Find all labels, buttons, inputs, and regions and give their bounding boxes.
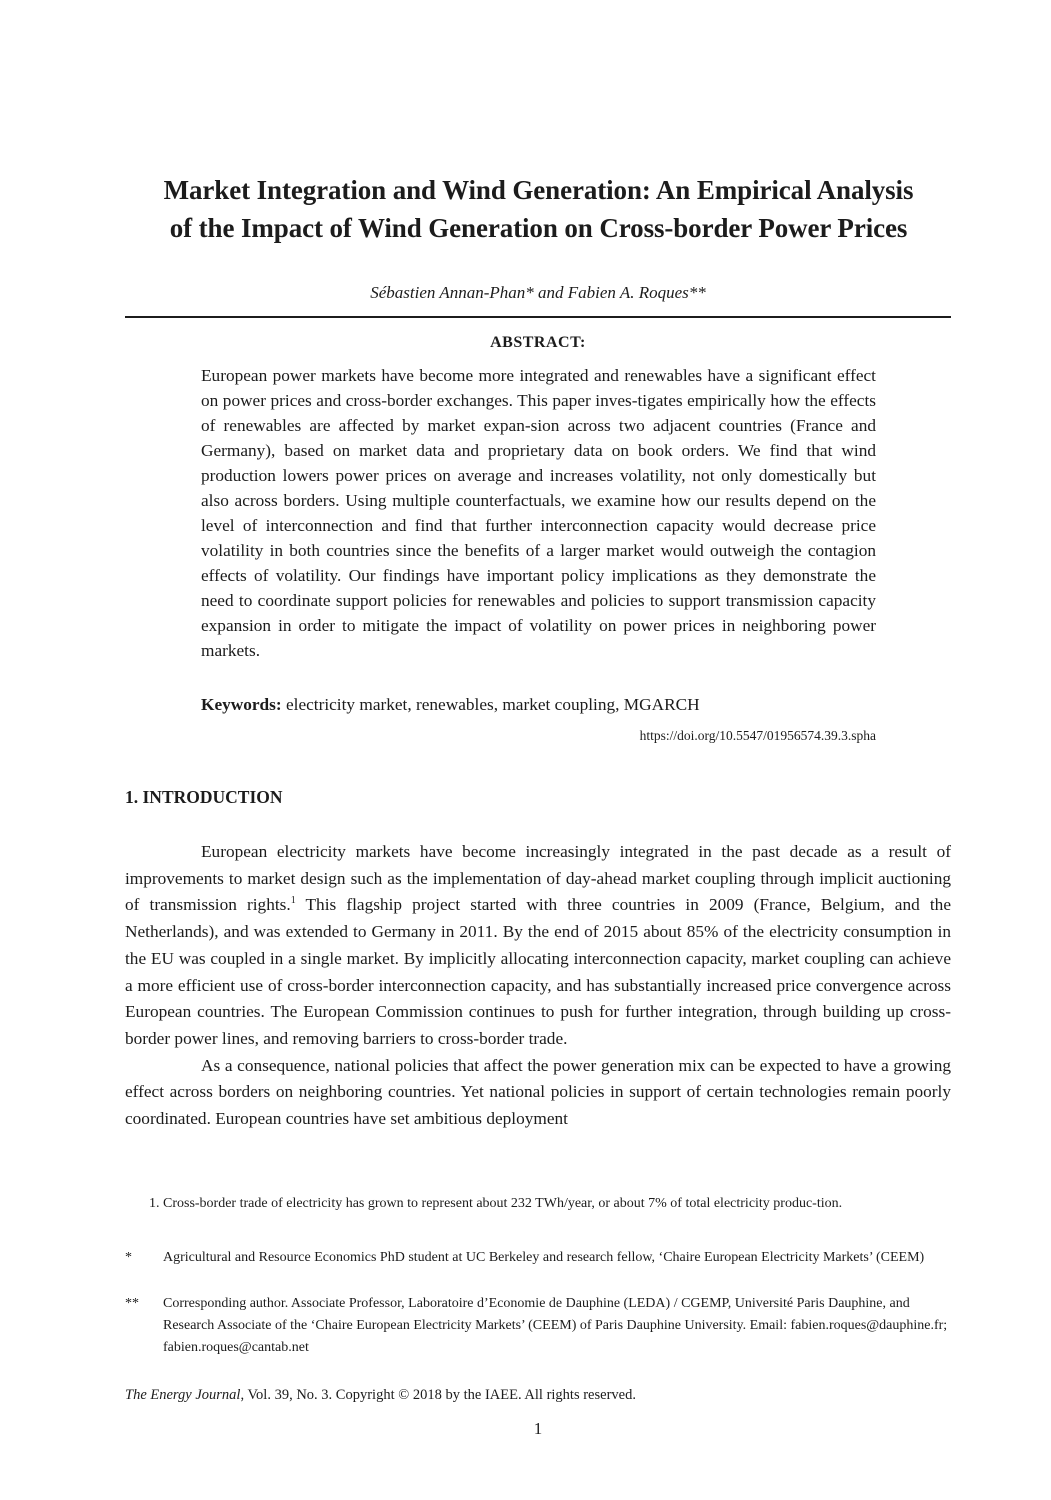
paragraph-line: building up cross-border power lines, and removing barriers to cross-border trade. <box>125 1002 951 1048</box>
paper-title <box>100 171 977 247</box>
paragraph-line: By implicitly allocating interconnection capacity, market coupling can achieve a more efficient use <box>125 948 951 995</box>
paragraph-2 <box>125 1053 951 1133</box>
abstract-line: to mitigate the impact of volatility on power prices in neighboring power markets. <box>201 616 876 660</box>
title-line-2: of the Impact of Wind Generation on Cross-border Power Prices <box>169 213 908 243</box>
footnote-author-1 <box>125 1247 951 1269</box>
footnote-mark-star: * <box>125 1250 132 1265</box>
keywords-line <box>201 693 876 717</box>
paragraph-line: end of 2015 about 85% of the electricity consumption in the EU was coupled in a single market. <box>125 922 952 968</box>
footnote-author-1-text: Agricultural and Resource Economics PhD student at UC Berkeley and research fellow, ‘Chaire European Electricity Markets’ (CEEM) <box>163 1250 925 1265</box>
footnote-mark-double-star: ** <box>125 1296 139 1311</box>
authors-line: Sébastien Annan-Phan* and Fabien A. Roques** <box>370 283 706 302</box>
paragraph-line: certain technologies remain poorly coordinated. European countries have set ambitious deployment <box>125 1082 951 1129</box>
journal-copyright <box>125 1385 636 1405</box>
paragraph-line: of cross-border interconnection capacity, and has substantially increased price convergence across <box>267 975 951 995</box>
paragraph-line: European countries. The European Commission continues to push for further integration, through <box>125 1002 817 1022</box>
abstract-line: tigates empirically how the effects of renewables are affected by market expan- <box>201 391 876 435</box>
title-divider <box>125 316 951 318</box>
abstract-line: sion across two adjacent countries (France and Germany), based on market data <box>201 416 876 460</box>
keywords-label: Keywords: <box>201 695 282 714</box>
abstract-body <box>201 363 876 663</box>
footnote-author-2 <box>125 1293 951 1359</box>
abstract-line: and proprietary data on book orders. We find that wind production lowers power <box>201 441 876 485</box>
paragraph-line: through implicit auctioning of transmission rights. <box>125 868 951 915</box>
abstract-line: would outweigh the contagion effects of volatility. Our findings have important <box>201 541 876 585</box>
doi-link[interactable]: https://doi.org/10.5547/01956574.39.3.spha <box>639 728 876 743</box>
footnote-reference[interactable]: 1 <box>290 895 296 907</box>
abstract-line: policy implications as they demonstrate the need to coordinate support policies <box>201 566 876 610</box>
paragraph-line: As a consequence, national policies that affect the power generation mix can be expected <box>201 1055 822 1075</box>
abstract-line: the level of interconnection and find that further interconnection capacity would <box>201 491 876 535</box>
abstract-line: European power markets have become more integrated and renewables have a <box>201 366 759 385</box>
paragraph-line: in 2009 (France, Belgium, and the Netherlands), and was extended to Germany in 2011. By the <box>125 895 951 942</box>
paragraph-1 <box>125 839 951 1053</box>
footnote-author-2-text: Corresponding author. Associate Professor, Laboratoire d’Economie de Dauphine (LEDA) / CGEMP, Université Paris Dauphine, and Research Associate of the ‘Chaire European Electricity Markets’ (CEEM) of Paris Dauphine University. Email: fabien.roques@dauphine.fr; fabien.roques@cantab.net <box>163 1296 948 1355</box>
paragraph-line: to have a growing effect across borders on neighboring countries. Yet national policies in support of <box>125 1055 951 1102</box>
abstract-line: prices on average and increases volatility, not only domestically but also across <box>201 466 876 510</box>
keywords-text: electricity market, renewables, market coupling, MGARCH <box>285 695 700 714</box>
paragraph-line: European electricity markets have become increasingly integrated in the past decade as a <box>201 842 879 861</box>
abstract-line: borders. Using multiple counterfactuals, we examine how our results depend on <box>283 491 855 510</box>
abstract-line: significant effect on power prices and cross-border exchanges. This paper inves- <box>201 366 876 410</box>
paragraph-line: This flagship project started with three countries <box>305 895 676 915</box>
page-number: 1 <box>533 1419 543 1438</box>
journal-details: , Vol. 39, No. 3. Copyright © 2018 by the IAEE. All rights reserved. <box>240 1387 636 1403</box>
footnote-1: 1. Cross-border trade of electricity has grown to represent about 232 TWh/year, or about 7% of total electricity produc-tion. <box>149 1196 843 1211</box>
section-heading-introduction: 1. INTRODUCTION <box>125 787 283 807</box>
title-line-1: Market Integration and Wind Generation: An Empirical Analysis <box>163 175 914 205</box>
introduction-body <box>125 839 951 1133</box>
journal-name: The Energy Journal <box>125 1387 241 1403</box>
abstract-line: for renewables and policies to support transmission capacity expansion in order <box>201 591 876 635</box>
abstract-line: decrease price volatility in both countries since the benefits of a larger market <box>201 516 876 560</box>
abstract-heading: ABSTRACT: <box>490 334 586 351</box>
paragraph-line: result of improvements to market design such as the implementation of day-ahead market coupling <box>125 842 952 888</box>
